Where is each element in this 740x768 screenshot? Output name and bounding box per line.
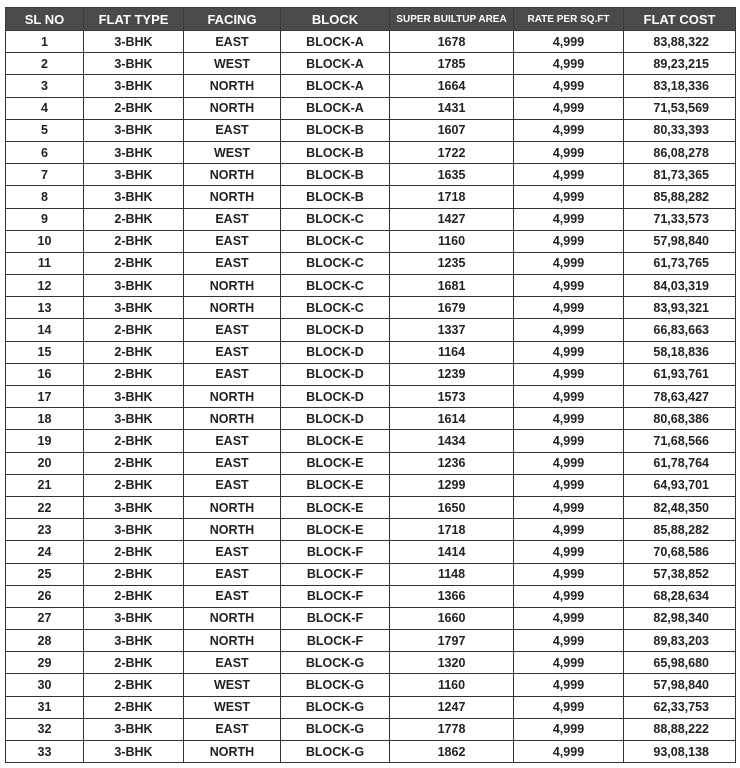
table-row <box>6 319 736 341</box>
flat-type-cell: 3-BHK <box>84 519 184 541</box>
rate-cell: 4,999 <box>514 474 624 496</box>
flat-type-cell: 3-BHK <box>84 718 184 740</box>
sl-no-cell: 32 <box>6 718 84 740</box>
block-cell: BLOCK-C <box>281 208 390 230</box>
facing-cell: NORTH <box>184 386 281 408</box>
facing-cell: NORTH <box>184 741 281 763</box>
header-rate-per-sqft: RATE PER SQ.FT <box>514 8 624 31</box>
flat-type-cell: 3-BHK <box>84 141 184 163</box>
sl-no-cell: 5 <box>6 119 84 141</box>
area-cell: 1679 <box>390 297 514 319</box>
sl-no-cell: 30 <box>6 674 84 696</box>
flat-type-cell: 3-BHK <box>84 607 184 629</box>
block-cell: BLOCK-A <box>281 97 390 119</box>
rate-cell: 4,999 <box>514 186 624 208</box>
header-facing: FACING <box>184 8 281 31</box>
sl-no-cell: 24 <box>6 541 84 563</box>
rate-cell: 4,999 <box>514 53 624 75</box>
area-cell: 1678 <box>390 31 514 53</box>
block-cell: BLOCK-F <box>281 563 390 585</box>
sl-no-cell: 22 <box>6 496 84 518</box>
table-row <box>6 652 736 674</box>
cost-cell: 85,88,282 <box>624 519 736 541</box>
block-cell: BLOCK-A <box>281 31 390 53</box>
flat-type-cell: 3-BHK <box>84 186 184 208</box>
facing-cell: EAST <box>184 230 281 252</box>
table-row <box>6 630 736 652</box>
table-row <box>6 585 736 607</box>
facing-cell: NORTH <box>184 75 281 97</box>
block-cell: BLOCK-E <box>281 430 390 452</box>
table-row <box>6 563 736 585</box>
sl-no-cell: 14 <box>6 319 84 341</box>
block-cell: BLOCK-C <box>281 230 390 252</box>
sl-no-cell: 20 <box>6 452 84 474</box>
rate-cell: 4,999 <box>514 452 624 474</box>
rate-cell: 4,999 <box>514 563 624 585</box>
block-cell: BLOCK-D <box>281 363 390 385</box>
facing-cell: EAST <box>184 474 281 496</box>
cost-cell: 82,48,350 <box>624 496 736 518</box>
cost-cell: 89,83,203 <box>624 630 736 652</box>
rate-cell: 4,999 <box>514 297 624 319</box>
table-row <box>6 519 736 541</box>
flat-type-cell: 2-BHK <box>84 452 184 474</box>
flat-type-cell: 3-BHK <box>84 31 184 53</box>
sl-no-cell: 2 <box>6 53 84 75</box>
table-row <box>6 496 736 518</box>
facing-cell: EAST <box>184 208 281 230</box>
area-cell: 1431 <box>390 97 514 119</box>
cost-cell: 65,98,680 <box>624 652 736 674</box>
flat-type-cell: 2-BHK <box>84 230 184 252</box>
block-cell: BLOCK-E <box>281 474 390 496</box>
flat-type-cell: 2-BHK <box>84 319 184 341</box>
table-row <box>6 386 736 408</box>
facing-cell: NORTH <box>184 408 281 430</box>
flat-type-cell: 3-BHK <box>84 297 184 319</box>
rate-cell: 4,999 <box>514 696 624 718</box>
flat-type-cell: 2-BHK <box>84 696 184 718</box>
facing-cell: NORTH <box>184 164 281 186</box>
flat-type-cell: 2-BHK <box>84 208 184 230</box>
area-cell: 1681 <box>390 275 514 297</box>
flat-type-cell: 2-BHK <box>84 252 184 274</box>
sl-no-cell: 21 <box>6 474 84 496</box>
sl-no-cell: 11 <box>6 252 84 274</box>
flat-type-cell: 2-BHK <box>84 363 184 385</box>
facing-cell: WEST <box>184 141 281 163</box>
area-cell: 1785 <box>390 53 514 75</box>
facing-cell: NORTH <box>184 630 281 652</box>
rate-cell: 4,999 <box>514 31 624 53</box>
flat-type-cell: 2-BHK <box>84 341 184 363</box>
header-sl-no: SL NO <box>6 8 84 31</box>
block-cell: BLOCK-B <box>281 164 390 186</box>
facing-cell: EAST <box>184 585 281 607</box>
area-cell: 1607 <box>390 119 514 141</box>
flat-price-table <box>5 7 736 763</box>
rate-cell: 4,999 <box>514 319 624 341</box>
sl-no-cell: 9 <box>6 208 84 230</box>
rate-cell: 4,999 <box>514 363 624 385</box>
facing-cell: EAST <box>184 119 281 141</box>
cost-cell: 64,93,701 <box>624 474 736 496</box>
area-cell: 1160 <box>390 674 514 696</box>
table-row <box>6 31 736 53</box>
cost-cell: 88,88,222 <box>624 718 736 740</box>
area-cell: 1366 <box>390 585 514 607</box>
cost-cell: 82,98,340 <box>624 607 736 629</box>
flat-type-cell: 3-BHK <box>84 75 184 97</box>
table-row <box>6 53 736 75</box>
table-row <box>6 408 736 430</box>
flat-type-cell: 3-BHK <box>84 386 184 408</box>
block-cell: BLOCK-B <box>281 186 390 208</box>
area-cell: 1718 <box>390 519 514 541</box>
table-row <box>6 164 736 186</box>
facing-cell: WEST <box>184 696 281 718</box>
rate-cell: 4,999 <box>514 652 624 674</box>
area-cell: 1718 <box>390 186 514 208</box>
facing-cell: NORTH <box>184 97 281 119</box>
area-cell: 1247 <box>390 696 514 718</box>
cost-cell: 89,23,215 <box>624 53 736 75</box>
cost-cell: 57,98,840 <box>624 674 736 696</box>
cost-cell: 58,18,836 <box>624 341 736 363</box>
block-cell: BLOCK-F <box>281 585 390 607</box>
cost-cell: 62,33,753 <box>624 696 736 718</box>
sl-no-cell: 29 <box>6 652 84 674</box>
flat-type-cell: 3-BHK <box>84 275 184 297</box>
block-cell: BLOCK-G <box>281 741 390 763</box>
area-cell: 1614 <box>390 408 514 430</box>
cost-cell: 83,93,321 <box>624 297 736 319</box>
cost-cell: 84,03,319 <box>624 275 736 297</box>
area-cell: 1235 <box>390 252 514 274</box>
facing-cell: NORTH <box>184 519 281 541</box>
sl-no-cell: 13 <box>6 297 84 319</box>
sl-no-cell: 33 <box>6 741 84 763</box>
facing-cell: EAST <box>184 363 281 385</box>
sl-no-cell: 6 <box>6 141 84 163</box>
flat-type-cell: 2-BHK <box>84 652 184 674</box>
rate-cell: 4,999 <box>514 430 624 452</box>
sl-no-cell: 8 <box>6 186 84 208</box>
facing-cell: EAST <box>184 541 281 563</box>
area-cell: 1797 <box>390 630 514 652</box>
block-cell: BLOCK-G <box>281 652 390 674</box>
rate-cell: 4,999 <box>514 208 624 230</box>
flat-type-cell: 3-BHK <box>84 630 184 652</box>
flat-type-cell: 2-BHK <box>84 563 184 585</box>
table-row <box>6 607 736 629</box>
facing-cell: EAST <box>184 563 281 585</box>
table-row <box>6 119 736 141</box>
facing-cell: EAST <box>184 319 281 341</box>
table-body <box>6 31 736 763</box>
rate-cell: 4,999 <box>514 141 624 163</box>
sl-no-cell: 3 <box>6 75 84 97</box>
area-cell: 1236 <box>390 452 514 474</box>
area-cell: 1427 <box>390 208 514 230</box>
facing-cell: EAST <box>184 452 281 474</box>
block-cell: BLOCK-E <box>281 496 390 518</box>
rate-cell: 4,999 <box>514 496 624 518</box>
facing-cell: EAST <box>184 718 281 740</box>
table-row <box>6 186 736 208</box>
flat-type-cell: 3-BHK <box>84 741 184 763</box>
sl-no-cell: 15 <box>6 341 84 363</box>
area-cell: 1337 <box>390 319 514 341</box>
facing-cell: NORTH <box>184 496 281 518</box>
cost-cell: 71,53,569 <box>624 97 736 119</box>
block-cell: BLOCK-D <box>281 319 390 341</box>
sl-no-cell: 25 <box>6 563 84 585</box>
area-cell: 1434 <box>390 430 514 452</box>
cost-cell: 81,73,365 <box>624 164 736 186</box>
table-row <box>6 541 736 563</box>
header-flat-cost: FLAT COST <box>624 8 736 31</box>
cost-cell: 71,33,573 <box>624 208 736 230</box>
rate-cell: 4,999 <box>514 741 624 763</box>
flat-type-cell: 3-BHK <box>84 164 184 186</box>
table-row <box>6 363 736 385</box>
rate-cell: 4,999 <box>514 408 624 430</box>
facing-cell: WEST <box>184 674 281 696</box>
area-cell: 1414 <box>390 541 514 563</box>
flat-type-cell: 2-BHK <box>84 585 184 607</box>
sl-no-cell: 16 <box>6 363 84 385</box>
flat-type-cell: 2-BHK <box>84 430 184 452</box>
block-cell: BLOCK-C <box>281 297 390 319</box>
sl-no-cell: 31 <box>6 696 84 718</box>
rate-cell: 4,999 <box>514 164 624 186</box>
facing-cell: EAST <box>184 652 281 674</box>
cost-cell: 70,68,586 <box>624 541 736 563</box>
area-cell: 1299 <box>390 474 514 496</box>
flat-type-cell: 3-BHK <box>84 119 184 141</box>
rate-cell: 4,999 <box>514 718 624 740</box>
table-row <box>6 230 736 252</box>
area-cell: 1160 <box>390 230 514 252</box>
flat-type-cell: 2-BHK <box>84 674 184 696</box>
table-row <box>6 208 736 230</box>
sl-no-cell: 28 <box>6 630 84 652</box>
facing-cell: NORTH <box>184 275 281 297</box>
area-cell: 1320 <box>390 652 514 674</box>
cost-cell: 93,08,138 <box>624 741 736 763</box>
block-cell: BLOCK-C <box>281 252 390 274</box>
sl-no-cell: 12 <box>6 275 84 297</box>
cost-cell: 80,68,386 <box>624 408 736 430</box>
block-cell: BLOCK-G <box>281 674 390 696</box>
cost-cell: 57,98,840 <box>624 230 736 252</box>
area-cell: 1573 <box>390 386 514 408</box>
rate-cell: 4,999 <box>514 674 624 696</box>
table-row <box>6 252 736 274</box>
cost-cell: 86,08,278 <box>624 141 736 163</box>
flat-type-cell: 2-BHK <box>84 97 184 119</box>
table-row <box>6 141 736 163</box>
block-cell: BLOCK-C <box>281 275 390 297</box>
area-cell: 1650 <box>390 496 514 518</box>
facing-cell: EAST <box>184 341 281 363</box>
rate-cell: 4,999 <box>514 119 624 141</box>
block-cell: BLOCK-A <box>281 53 390 75</box>
cost-cell: 61,93,761 <box>624 363 736 385</box>
sl-no-cell: 18 <box>6 408 84 430</box>
table-row <box>6 452 736 474</box>
rate-cell: 4,999 <box>514 252 624 274</box>
header-super-builtup-area: SUPER BUILTUP AREA <box>390 8 514 31</box>
rate-cell: 4,999 <box>514 230 624 252</box>
table-row <box>6 97 736 119</box>
cost-cell: 83,88,322 <box>624 31 736 53</box>
rate-cell: 4,999 <box>514 75 624 97</box>
table-row <box>6 75 736 97</box>
rate-cell: 4,999 <box>514 275 624 297</box>
rate-cell: 4,999 <box>514 585 624 607</box>
area-cell: 1164 <box>390 341 514 363</box>
sl-no-cell: 19 <box>6 430 84 452</box>
block-cell: BLOCK-A <box>281 75 390 97</box>
cost-cell: 71,68,566 <box>624 430 736 452</box>
cost-cell: 68,28,634 <box>624 585 736 607</box>
table-row <box>6 674 736 696</box>
rate-cell: 4,999 <box>514 386 624 408</box>
table-row <box>6 474 736 496</box>
rate-cell: 4,999 <box>514 607 624 629</box>
rate-cell: 4,999 <box>514 630 624 652</box>
flat-type-cell: 3-BHK <box>84 53 184 75</box>
sl-no-cell: 26 <box>6 585 84 607</box>
facing-cell: EAST <box>184 31 281 53</box>
cost-cell: 61,78,764 <box>624 452 736 474</box>
flat-type-cell: 2-BHK <box>84 541 184 563</box>
table-row <box>6 696 736 718</box>
block-cell: BLOCK-F <box>281 607 390 629</box>
rate-cell: 4,999 <box>514 97 624 119</box>
sl-no-cell: 10 <box>6 230 84 252</box>
flat-type-cell: 3-BHK <box>84 496 184 518</box>
block-cell: BLOCK-F <box>281 630 390 652</box>
cost-cell: 61,73,765 <box>624 252 736 274</box>
block-cell: BLOCK-D <box>281 341 390 363</box>
facing-cell: WEST <box>184 53 281 75</box>
block-cell: BLOCK-G <box>281 696 390 718</box>
area-cell: 1660 <box>390 607 514 629</box>
facing-cell: EAST <box>184 430 281 452</box>
block-cell: BLOCK-E <box>281 452 390 474</box>
table-row <box>6 741 736 763</box>
table-row <box>6 430 736 452</box>
table-row <box>6 297 736 319</box>
rate-cell: 4,999 <box>514 341 624 363</box>
cost-cell: 83,18,336 <box>624 75 736 97</box>
area-cell: 1862 <box>390 741 514 763</box>
sl-no-cell: 1 <box>6 31 84 53</box>
header-block: BLOCK <box>281 8 390 31</box>
area-cell: 1239 <box>390 363 514 385</box>
area-cell: 1664 <box>390 75 514 97</box>
cost-cell: 80,33,393 <box>624 119 736 141</box>
sl-no-cell: 27 <box>6 607 84 629</box>
facing-cell: EAST <box>184 252 281 274</box>
rate-cell: 4,999 <box>514 519 624 541</box>
block-cell: BLOCK-G <box>281 718 390 740</box>
table-row <box>6 341 736 363</box>
block-cell: BLOCK-F <box>281 541 390 563</box>
cost-cell: 57,38,852 <box>624 563 736 585</box>
area-cell: 1722 <box>390 141 514 163</box>
flat-type-cell: 3-BHK <box>84 408 184 430</box>
table-header-row <box>6 8 736 31</box>
facing-cell: NORTH <box>184 186 281 208</box>
block-cell: BLOCK-D <box>281 408 390 430</box>
cost-cell: 85,88,282 <box>624 186 736 208</box>
area-cell: 1148 <box>390 563 514 585</box>
sl-no-cell: 4 <box>6 97 84 119</box>
table-row <box>6 275 736 297</box>
block-cell: BLOCK-E <box>281 519 390 541</box>
sl-no-cell: 17 <box>6 386 84 408</box>
cost-cell: 78,63,427 <box>624 386 736 408</box>
block-cell: BLOCK-B <box>281 119 390 141</box>
header-flat-type: FLAT TYPE <box>84 8 184 31</box>
area-cell: 1635 <box>390 164 514 186</box>
facing-cell: NORTH <box>184 297 281 319</box>
table-row <box>6 718 736 740</box>
sl-no-cell: 7 <box>6 164 84 186</box>
block-cell: BLOCK-B <box>281 141 390 163</box>
facing-cell: NORTH <box>184 607 281 629</box>
sl-no-cell: 23 <box>6 519 84 541</box>
area-cell: 1778 <box>390 718 514 740</box>
flat-type-cell: 2-BHK <box>84 474 184 496</box>
rate-cell: 4,999 <box>514 541 624 563</box>
cost-cell: 66,83,663 <box>624 319 736 341</box>
block-cell: BLOCK-D <box>281 386 390 408</box>
flat-price-list <box>5 7 735 763</box>
